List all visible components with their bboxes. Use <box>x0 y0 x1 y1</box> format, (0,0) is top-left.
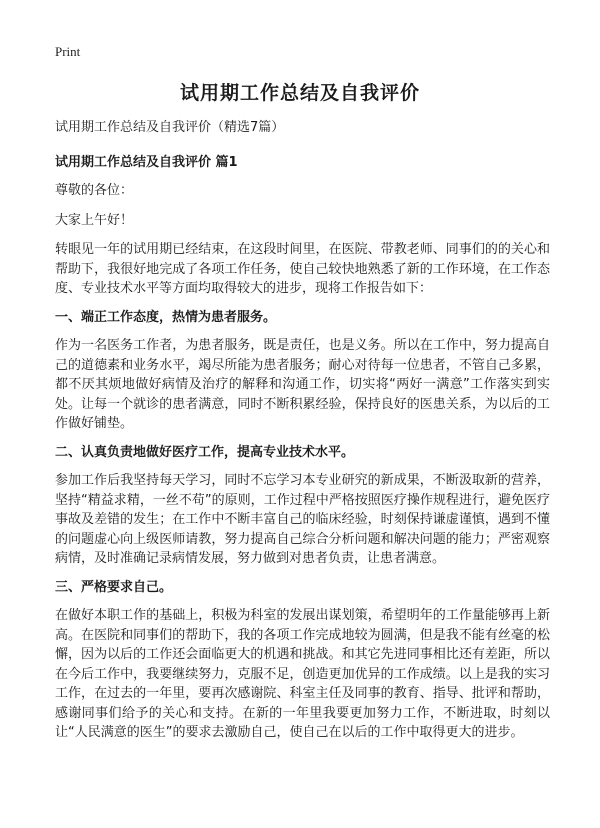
heading-1: 一、端正工作态度，热情为患者服务。 <box>55 309 277 325</box>
paragraph-3: 在做好本职工作的基础上，积极为科室的发展出谋划策，希望明年的工作量能够再上新高。在医院和同事们的帮助下，我的各项工作完成地较为圆满，但是我不能有丝毫的松懈，因为以后的工作还会面临更大的机遇和挑战。和其它先进同事相比还有差距，所以在今后工作中，我要继续努力，克服不足，创造更加优异的工作成绩。以上是我的实习工作，在过去的一年里，要再次感谢院、科室主任及同事的教育、指导、批评和帮助，感谢同事们给予的关心和支持。在新的一年里我要更加努力工作，不断进取，时刻以让“人民满意的医生”的要求去激励自己，使自己在以后的工作中取得更大的进步。 <box>55 608 550 740</box>
document-subtitle: 试用期工作总结及自我评价（精选7篇） <box>55 120 285 135</box>
salutation: 尊敬的各位： <box>55 183 134 198</box>
paragraph-1: 作为一名医务工作者，为患者服务，既是责任，也是义务。所以在工作中，努力提高自己的道德素和业务水平，竭尽所能为患者服务；耐心对待每一位患者，不管自己多累，都不厌其烦地做好病情及治疗的解释和沟通工作，切实将“两好一满意”工作落实到实处。让每一个就诊的患者满意，同时不断积累经验，保持良好的医患关系，为以后的工作做好铺垫。 <box>55 338 550 431</box>
section-title: 试用期工作总结及自我评价 篇1 <box>55 154 238 170</box>
heading-2: 二、认真负责地做好医疗工作，提高专业技术水平。 <box>55 444 355 460</box>
heading-3: 三、严格要求自己。 <box>55 579 173 595</box>
page-title: 试用期工作总结及自我评价 <box>179 82 420 104</box>
paragraph-2: 参加工作后我坚持每天学习，同时不忘学习本专业研究的新成果，不断汲取新的营养，坚持“精益求精，一丝不苟”的原则，工作过程中严格按照医疗操作规程进行，避免医疗事故及差错的发生；在工作中不断丰富自己的临床经验，时刻保持谦虚谨慎，遇到不懂的问题虚心向上级医师请教，努力提高自己综合分析问题和解决问题的能力；严密观察病情，及时准确记录病情发展，努力做到对患者负责，让患者满意。 <box>55 473 550 566</box>
intro-paragraph: 转眼见一年的试用期已经结束，在这段时间里，在医院、带教老师、同事们的的关心和帮助下，我很好地完成了各项工作任务，使自己较快地熟悉了新的工作环境，在工作态度、专业技术水平等方面均取得较大的进步，现将工作报告如下： <box>55 242 550 296</box>
document-body <box>55 118 550 743</box>
greeting: 大家上午好！ <box>55 212 134 228</box>
print-link[interactable]: Print <box>55 44 81 59</box>
